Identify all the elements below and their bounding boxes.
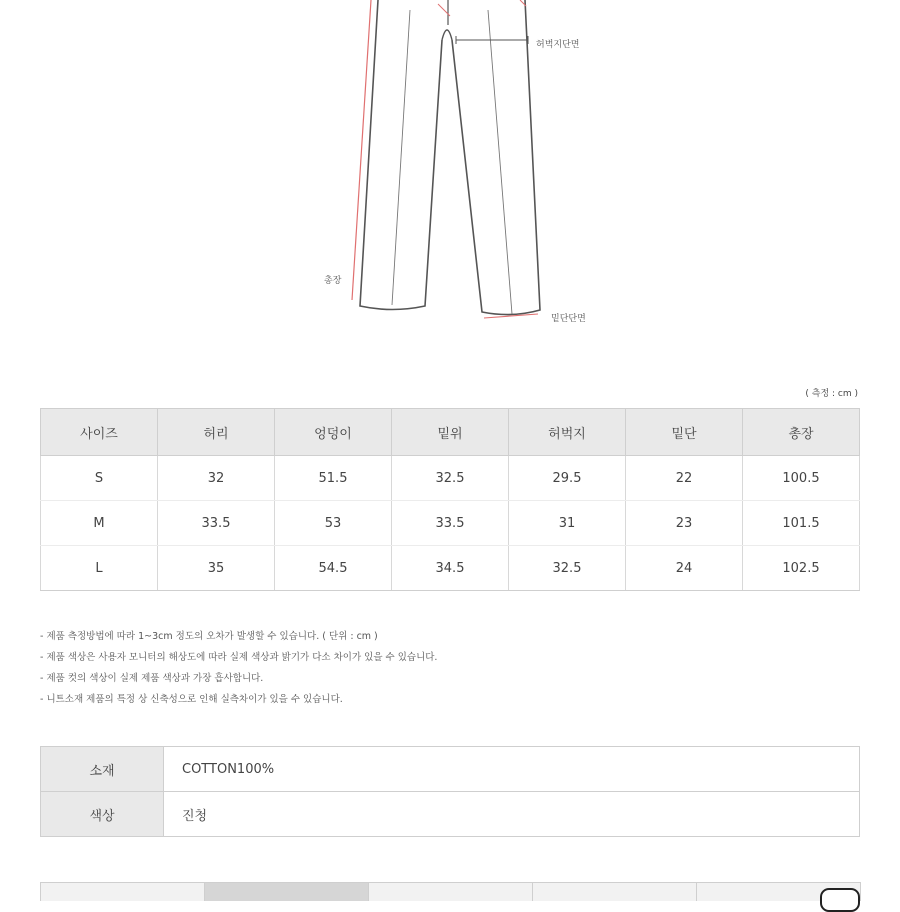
table-row xyxy=(41,456,860,501)
note-item: - 제품 측정방법에 따라 1~3cm 정도의 오차가 발생할 수 있습니다. ( 단위 : cm ) xyxy=(40,631,378,642)
table-cell: S xyxy=(41,456,158,501)
info-row-material xyxy=(41,747,860,792)
table-cell: 23 xyxy=(626,501,743,546)
table-cell: 102.5 xyxy=(743,546,860,591)
info-row-color xyxy=(41,792,860,837)
table-cell: 33.5 xyxy=(392,501,509,546)
material-value: COTTON100% xyxy=(164,747,860,792)
header-size: 사이즈 xyxy=(41,409,158,456)
unit-note: ( 측정 : cm ) xyxy=(805,389,858,399)
bottom-tab-active xyxy=(205,883,369,901)
length-measure-line xyxy=(352,0,371,300)
table-cell: 35 xyxy=(158,546,275,591)
header-hem: 밑단 xyxy=(626,409,743,456)
notes-list xyxy=(40,626,437,710)
table-cell: 54.5 xyxy=(275,546,392,591)
table-cell: 32 xyxy=(158,456,275,501)
header-rise: 밑위 xyxy=(392,409,509,456)
pants-illustration xyxy=(0,0,900,340)
header-thigh: 허벅지 xyxy=(509,409,626,456)
table-cell: L xyxy=(41,546,158,591)
table-cell: 29.5 xyxy=(509,456,626,501)
table-cell: 33.5 xyxy=(158,501,275,546)
thigh-label: 허벅지단면 xyxy=(536,40,580,50)
color-label: 색상 xyxy=(41,792,164,837)
note-item: - 제품 컷의 색상이 실제 제품 색상과 가장 흡사합니다. xyxy=(40,673,264,684)
bottom-tab-bar xyxy=(40,882,861,901)
length-label: 총장 xyxy=(324,276,342,286)
bottom-tab xyxy=(369,883,533,901)
table-cell: 101.5 xyxy=(743,501,860,546)
header-length: 총장 xyxy=(743,409,860,456)
table-cell: 32.5 xyxy=(509,546,626,591)
table-cell: 24 xyxy=(626,546,743,591)
product-info-table xyxy=(40,746,860,837)
table-cell: 32.5 xyxy=(392,456,509,501)
table-cell: M xyxy=(41,501,158,546)
material-label: 소재 xyxy=(41,747,164,792)
table-row xyxy=(41,546,860,591)
size-table xyxy=(40,408,860,591)
table-cell: 53 xyxy=(275,501,392,546)
table-row xyxy=(41,501,860,546)
size-table-header xyxy=(41,409,860,456)
bottom-tab xyxy=(533,883,697,901)
color-value: 진청 xyxy=(164,792,860,837)
note-item: - 니트소재 제품의 특정 상 신축성으로 인해 실측차이가 있을 수 있습니다. xyxy=(40,694,343,705)
hem-label: 밑단단면 xyxy=(551,314,586,324)
header-waist: 허리 xyxy=(158,409,275,456)
table-cell: 51.5 xyxy=(275,456,392,501)
bottom-tab xyxy=(41,883,205,901)
table-cell: 100.5 xyxy=(743,456,860,501)
table-cell: 31 xyxy=(509,501,626,546)
header-hip: 엉덩이 xyxy=(275,409,392,456)
note-item: - 제품 색상은 사용자 모니터의 해상도에 따라 실제 색상과 밝기가 다소 차이가 있을 수 있습니다. xyxy=(40,652,438,663)
pants-measurement-diagram xyxy=(0,0,900,340)
chat-bubble-icon[interactable] xyxy=(820,888,860,912)
table-cell: 22 xyxy=(626,456,743,501)
table-cell: 34.5 xyxy=(392,546,509,591)
